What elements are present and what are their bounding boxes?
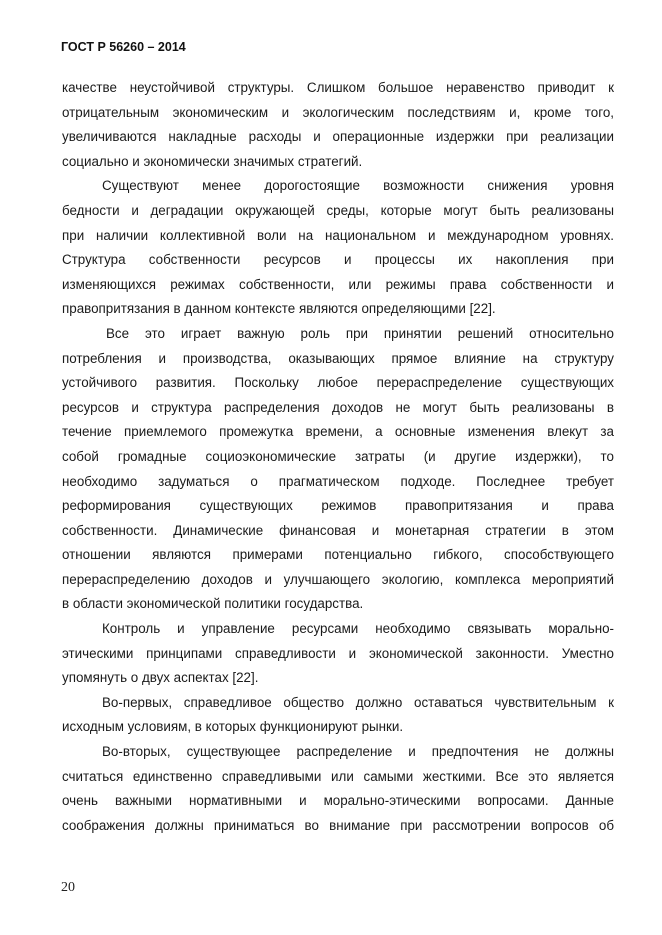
text-line: изменяющихся режимах собственности, или режимы права собственности и	[62, 276, 614, 292]
text-line: соображения должны приниматься во внимание при рассмотрении вопросов об	[62, 817, 614, 833]
text-line: отрицательным экономическим и экологическим последствиям и, кроме того,	[62, 104, 614, 120]
paragraph	[62, 76, 614, 174]
paragraph	[62, 617, 614, 691]
text-line: Во-первых, справедливое общество должно оставаться чувствительным к	[102, 694, 614, 710]
text-line: Контроль и управление ресурсами необходимо связывать морально-	[102, 621, 614, 637]
page-number: 20	[61, 880, 75, 895]
text-line: исходным условиям, в которых функционируют рынки.	[62, 719, 404, 735]
text-line: необходимо задуматься о прагматическом подходе. Последнее требует	[62, 473, 614, 489]
text-line: реформирования существующих режимов правопритязания и права	[62, 498, 614, 514]
document-header: ГОСТ Р 56260 – 2014	[61, 40, 186, 54]
text-line: увеличиваются накладные расходы и операционные издержки при реализации	[62, 129, 614, 145]
text-line: отношении являются примерами потенциально гибкого, способствующего	[62, 547, 614, 563]
text-line: очень важными нормативными и морально-этическими вопросами. Данные	[62, 793, 614, 809]
text-line: течение приемлемого промежутка времени, а основные изменения влекут за	[62, 424, 614, 440]
text-line: социально и экономически значимых стратегий.	[62, 153, 363, 169]
text-line: при наличии коллективной воли на национальном и международном уровнях.	[62, 227, 614, 243]
text-line: этическими принципами справедливости и экономической законности. Уместно	[62, 645, 614, 661]
text-line: собой громадные социоэкономические затраты (и другие издержки), то	[62, 448, 614, 464]
text-line: правопритязания в данном контексте являются определяющими [22].	[62, 301, 496, 317]
text-line: упомянуть о двух аспектах [22].	[62, 670, 259, 686]
text-line: Существуют менее дорогостоящие возможности снижения уровня	[102, 178, 614, 194]
paragraph	[62, 322, 614, 617]
text-line: перераспределению доходов и улучшающего экологию, комплекса мероприятий	[62, 571, 614, 587]
text-line: в области экономической политики государства.	[62, 596, 364, 612]
text-line: потребления и производства, оказывающих прямое влияние на структуру	[62, 350, 614, 366]
text-line: Все это играет важную роль при принятии решений относительно	[106, 325, 614, 341]
paragraph	[62, 174, 614, 322]
text-line: Структура собственности ресурсов и процессы их накопления при	[62, 252, 614, 268]
text-line: считаться единственно справедливыми или самыми жесткими. Все это является	[62, 768, 614, 784]
paragraph	[62, 691, 614, 740]
text-line: бедности и деградации окружающей среды, которые могут быть реализованы	[62, 202, 614, 218]
body-text	[62, 76, 614, 838]
text-line: собственности. Динамические финансовая и монетарная стратегии в этом	[62, 522, 614, 538]
paragraph	[62, 740, 614, 838]
text-line: устойчивого развития. Поскольку любое перераспределение существующих	[62, 375, 614, 391]
text-line: качестве неустойчивой структуры. Слишком большое неравенство приводит к	[62, 80, 614, 95]
text-line: Во-вторых, существующее распределение и предпочтения не должны	[102, 744, 614, 760]
text-line: ресурсов и структура распределения доходов не могут быть реализованы в	[62, 399, 614, 415]
